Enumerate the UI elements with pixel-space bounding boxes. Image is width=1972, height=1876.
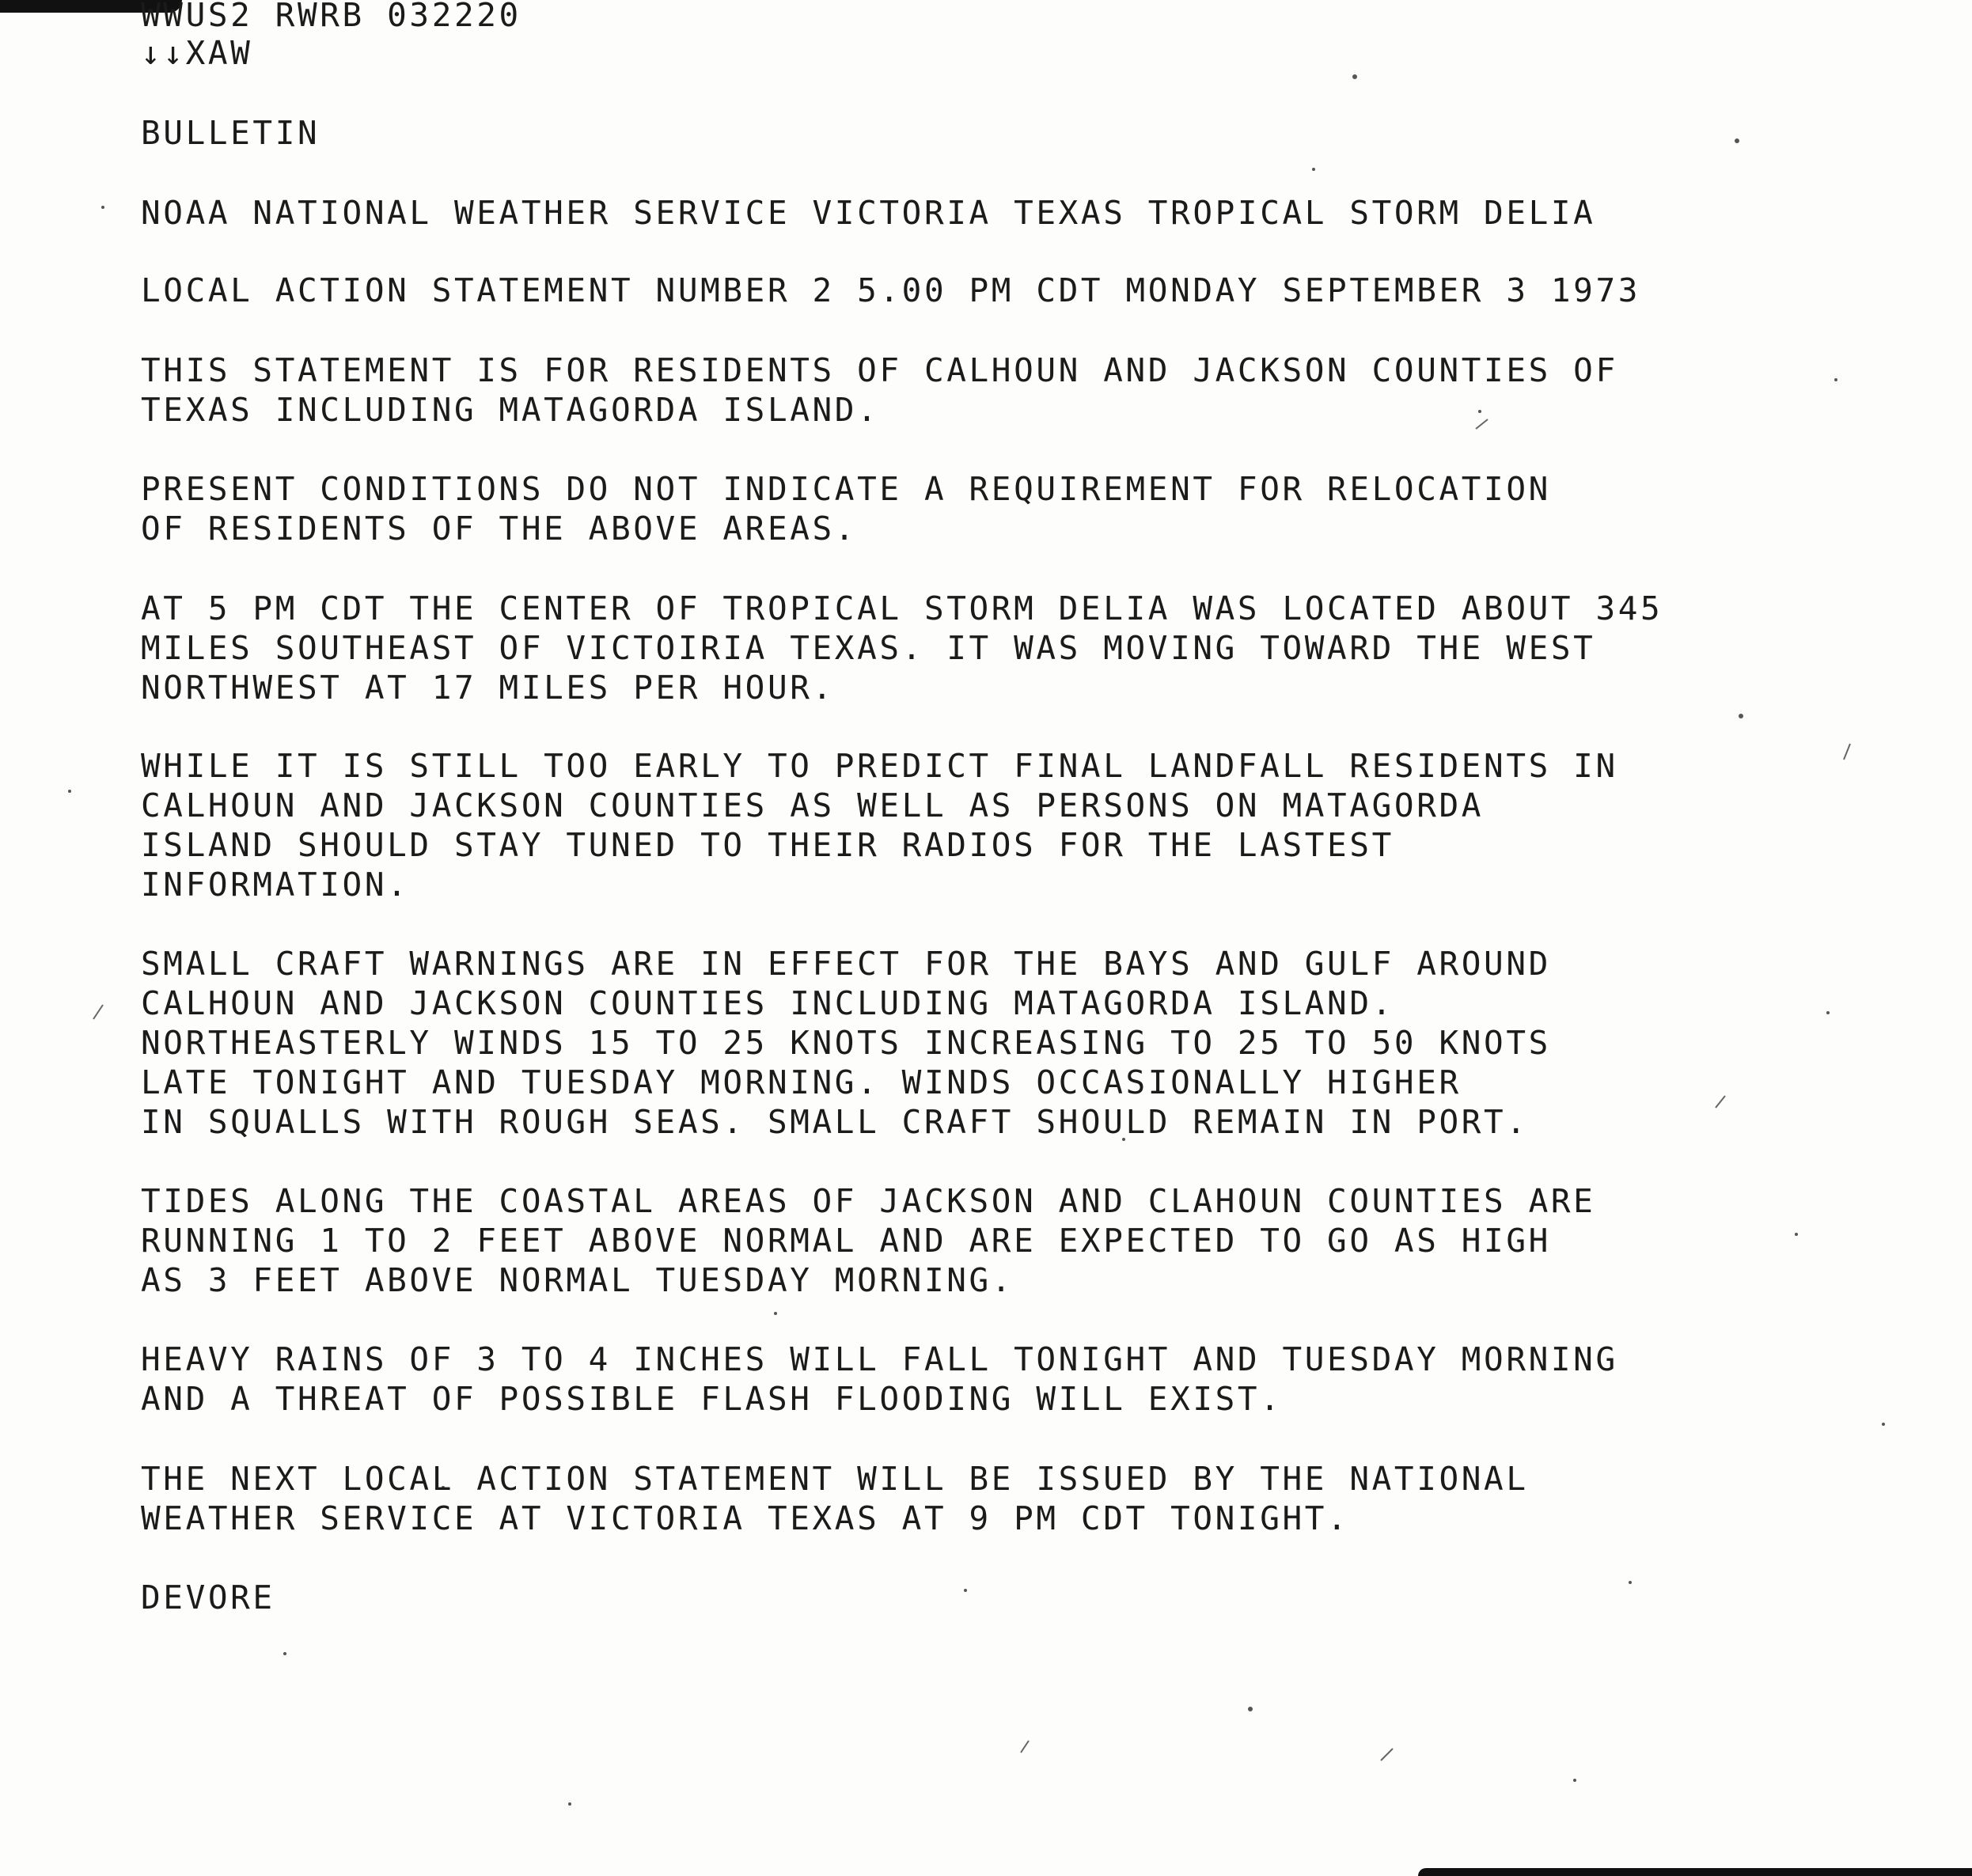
paragraph-1-line: THIS STATEMENT IS FOR RESIDENTS OF CALHOUN AND JACKSON COUNTIES OF <box>141 351 1618 389</box>
paragraph-5-line: IN SQUALLS WITH ROUGH SEAS. SMALL CRAFT SHOULD REMAIN IN PORT. <box>141 1103 1529 1141</box>
paragraph-4-line: INFORMATION. <box>141 866 410 904</box>
paragraph-4-line: ISLAND SHOULD STAY TUNED TO THEIR RADIOS FOR THE LASTEST <box>141 826 1394 864</box>
station-code: ↓↓XAW <box>141 34 253 72</box>
paragraph-2-line: OF RESIDENTS OF THE ABOVE AREAS. <box>141 510 858 548</box>
paragraph-4-line: WHILE IT IS STILL TOO EARLY TO PREDICT FINAL LANDFALL RESIDENTS IN <box>141 747 1618 785</box>
paragraph-3-line: NORTHWEST AT 17 MILES PER HOUR. <box>141 669 835 707</box>
document-title: NOAA NATIONAL WEATHER SERVICE VICTORIA TEXAS TROPICAL STORM DELIA <box>141 194 1596 232</box>
statement-line: LOCAL ACTION STATEMENT NUMBER 2 5.00 PM CDT MONDAY SEPTEMBER 3 1973 <box>141 271 1641 309</box>
paragraph-2-line: PRESENT CONDITIONS DO NOT INDICATE A REQUIREMENT FOR RELOCATION <box>141 470 1551 508</box>
paragraph-7-line: HEAVY RAINS OF 3 TO 4 INCHES WILL FALL TONIGHT AND TUESDAY MORNING <box>141 1340 1618 1378</box>
paragraph-1-line: TEXAS INCLUDING MATAGORDA ISLAND. <box>141 391 880 429</box>
signature: DEVORE <box>141 1578 275 1616</box>
routing-header: WWUS2 RWRB 032220 <box>141 0 521 34</box>
paragraph-3-line: AT 5 PM CDT THE CENTER OF TROPICAL STORM DELIA WAS LOCATED ABOUT 345 <box>141 589 1663 627</box>
paragraph-8-line: THE NEXT LOCAL ACTION STATEMENT WILL BE ISSUED BY THE NATIONAL <box>141 1460 1529 1498</box>
paragraph-5-line: CALHOUN AND JACKSON COUNTIES INCLUDING MATAGORDA ISLAND. <box>141 984 1394 1022</box>
paragraph-7-line: AND A THREAT OF POSSIBLE FLASH FLOODING WILL EXIST. <box>141 1380 1283 1418</box>
paragraph-5-line: LATE TONIGHT AND TUESDAY MORNING. WINDS OCCASIONALLY HIGHER <box>141 1063 1462 1101</box>
paragraph-5-line: SMALL CRAFT WARNINGS ARE IN EFFECT FOR THE BAYS AND GULF AROUND <box>141 945 1551 983</box>
paragraph-6-line: AS 3 FEET ABOVE NORMAL TUESDAY MORNING. <box>141 1261 1014 1299</box>
paragraph-5-line: NORTHEASTERLY WINDS 15 TO 25 KNOTS INCREASING TO 25 TO 50 KNOTS <box>141 1024 1551 1062</box>
paragraph-3-line: MILES SOUTHEAST OF VICTOIRIA TEXAS. IT WAS MOVING TOWARD THE WEST <box>141 629 1596 667</box>
paragraph-6-line: RUNNING 1 TO 2 FEET ABOVE NORMAL AND ARE EXPECTED TO GO AS HIGH <box>141 1222 1551 1260</box>
paragraph-4-line: CALHOUN AND JACKSON COUNTIES AS WELL AS PERSONS ON MATAGORDA <box>141 786 1485 824</box>
paragraph-6-line: TIDES ALONG THE COASTAL AREAS OF JACKSON AND CLAHOUN COUNTIES ARE <box>141 1182 1596 1220</box>
paragraph-8-line: WEATHER SERVICE AT VICTORIA TEXAS AT 9 PM CDT TONIGHT. <box>141 1499 1350 1537</box>
bulletin-label: BULLETIN <box>141 114 320 152</box>
